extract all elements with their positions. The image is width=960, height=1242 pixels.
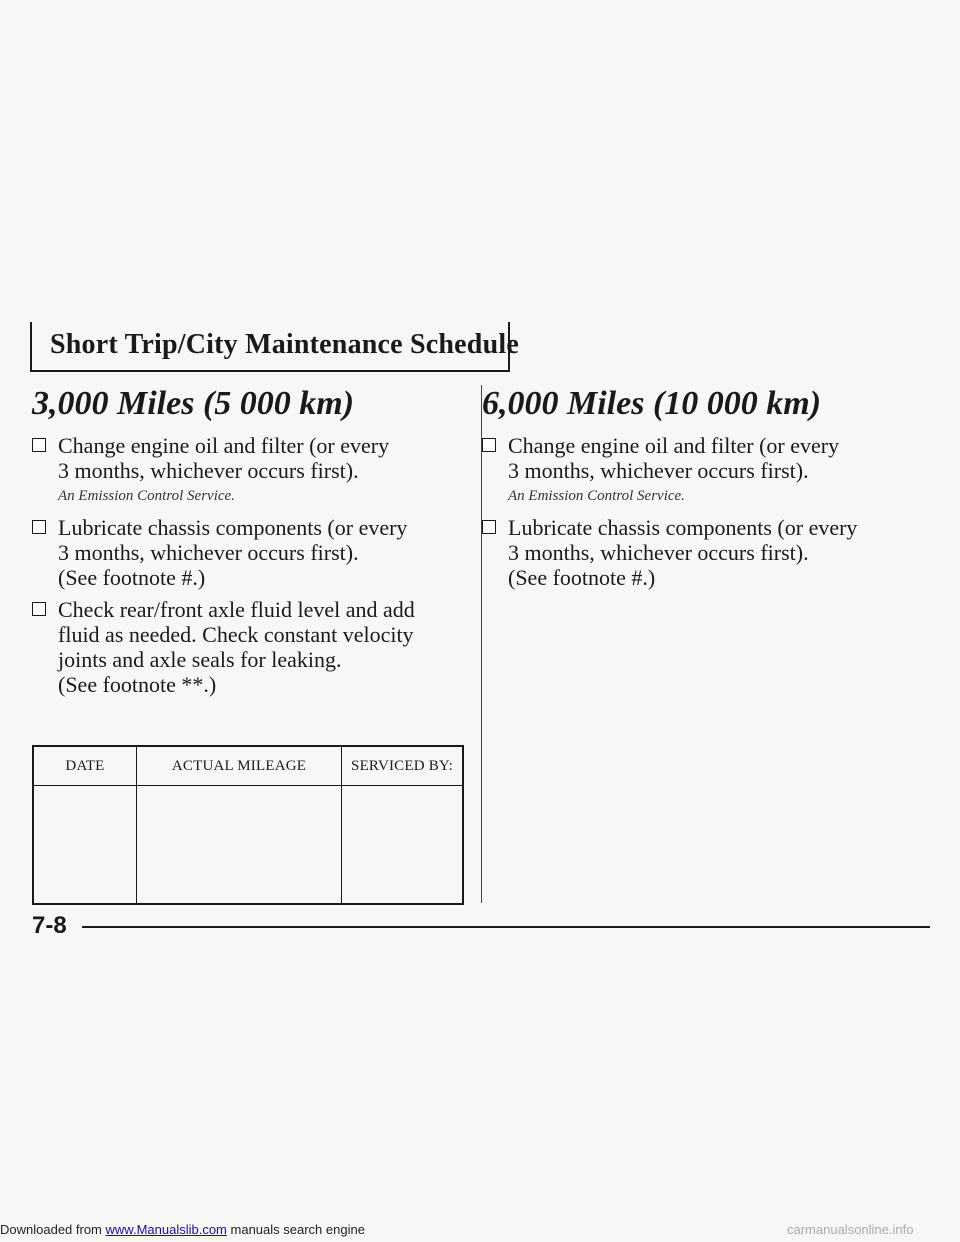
task-change-oil [32,433,472,483]
task-line: (See footnote **.) [58,672,217,697]
task-line: Change engine oil and filter (or every [58,433,390,458]
mileage-cell[interactable] [137,786,342,905]
page-number: 7-8 [32,912,67,939]
task-line: (See footnote #.) [58,565,206,590]
manualslib-link[interactable]: www.Manualslib.com [105,1222,227,1237]
task-check-axle-fluid [32,597,472,697]
task-line: joints and axle seals for leaking. [58,647,342,672]
carmanuals-watermark: carmanualsonline.info [787,1222,914,1237]
checkbox-icon[interactable] [482,438,496,452]
task-line: (See footnote #.) [508,565,656,590]
download-watermark [0,1222,365,1237]
serviced-by-cell[interactable] [342,786,464,905]
task-lubricate-chassis [32,515,472,590]
checkbox-icon[interactable] [32,602,46,616]
checkbox-icon[interactable] [482,520,496,534]
task-line: Change engine oil and filter (or every [508,433,840,458]
task-line: 3 months, whichever occurs first). [58,458,359,483]
emission-note: An Emission Control Service. [508,488,685,504]
checkbox-icon[interactable] [32,438,46,452]
watermark-prefix: Downloaded from [0,1222,102,1237]
task-line: 3 months, whichever occurs first). [508,458,809,483]
column-header-mileage: ACTUAL MILEAGE [137,746,342,786]
footer-rule [82,926,930,928]
task-change-oil [482,433,922,483]
task-line: Lubricate chassis components (or every [58,515,408,540]
task-line: 3 months, whichever occurs first). [508,540,809,565]
emission-note: An Emission Control Service. [58,488,235,504]
checkbox-icon[interactable] [32,520,46,534]
column-header-date: DATE [33,746,137,786]
task-line: Check rear/front axle fluid level and add [58,597,415,622]
column-header-serviced-by: SERVICED BY: [342,746,464,786]
task-line: Lubricate chassis components (or every [508,515,858,540]
watermark-suffix: manuals search engine [230,1222,365,1237]
interval-3000-section [32,385,472,704]
task-line: fluid as needed. Check constant velocity [58,622,414,647]
page-title: Short Trip/City Maintenance Schedule [50,329,519,360]
service-log-table [32,745,464,905]
interval-heading-3000: 3,000 Miles (5 000 km) [32,385,355,422]
interval-heading-6000: 6,000 Miles (10 000 km) [482,385,822,422]
task-line: 3 months, whichever occurs first). [58,540,359,565]
task-lubricate-chassis [482,515,922,590]
date-cell[interactable] [33,786,137,905]
interval-6000-section [482,385,922,597]
